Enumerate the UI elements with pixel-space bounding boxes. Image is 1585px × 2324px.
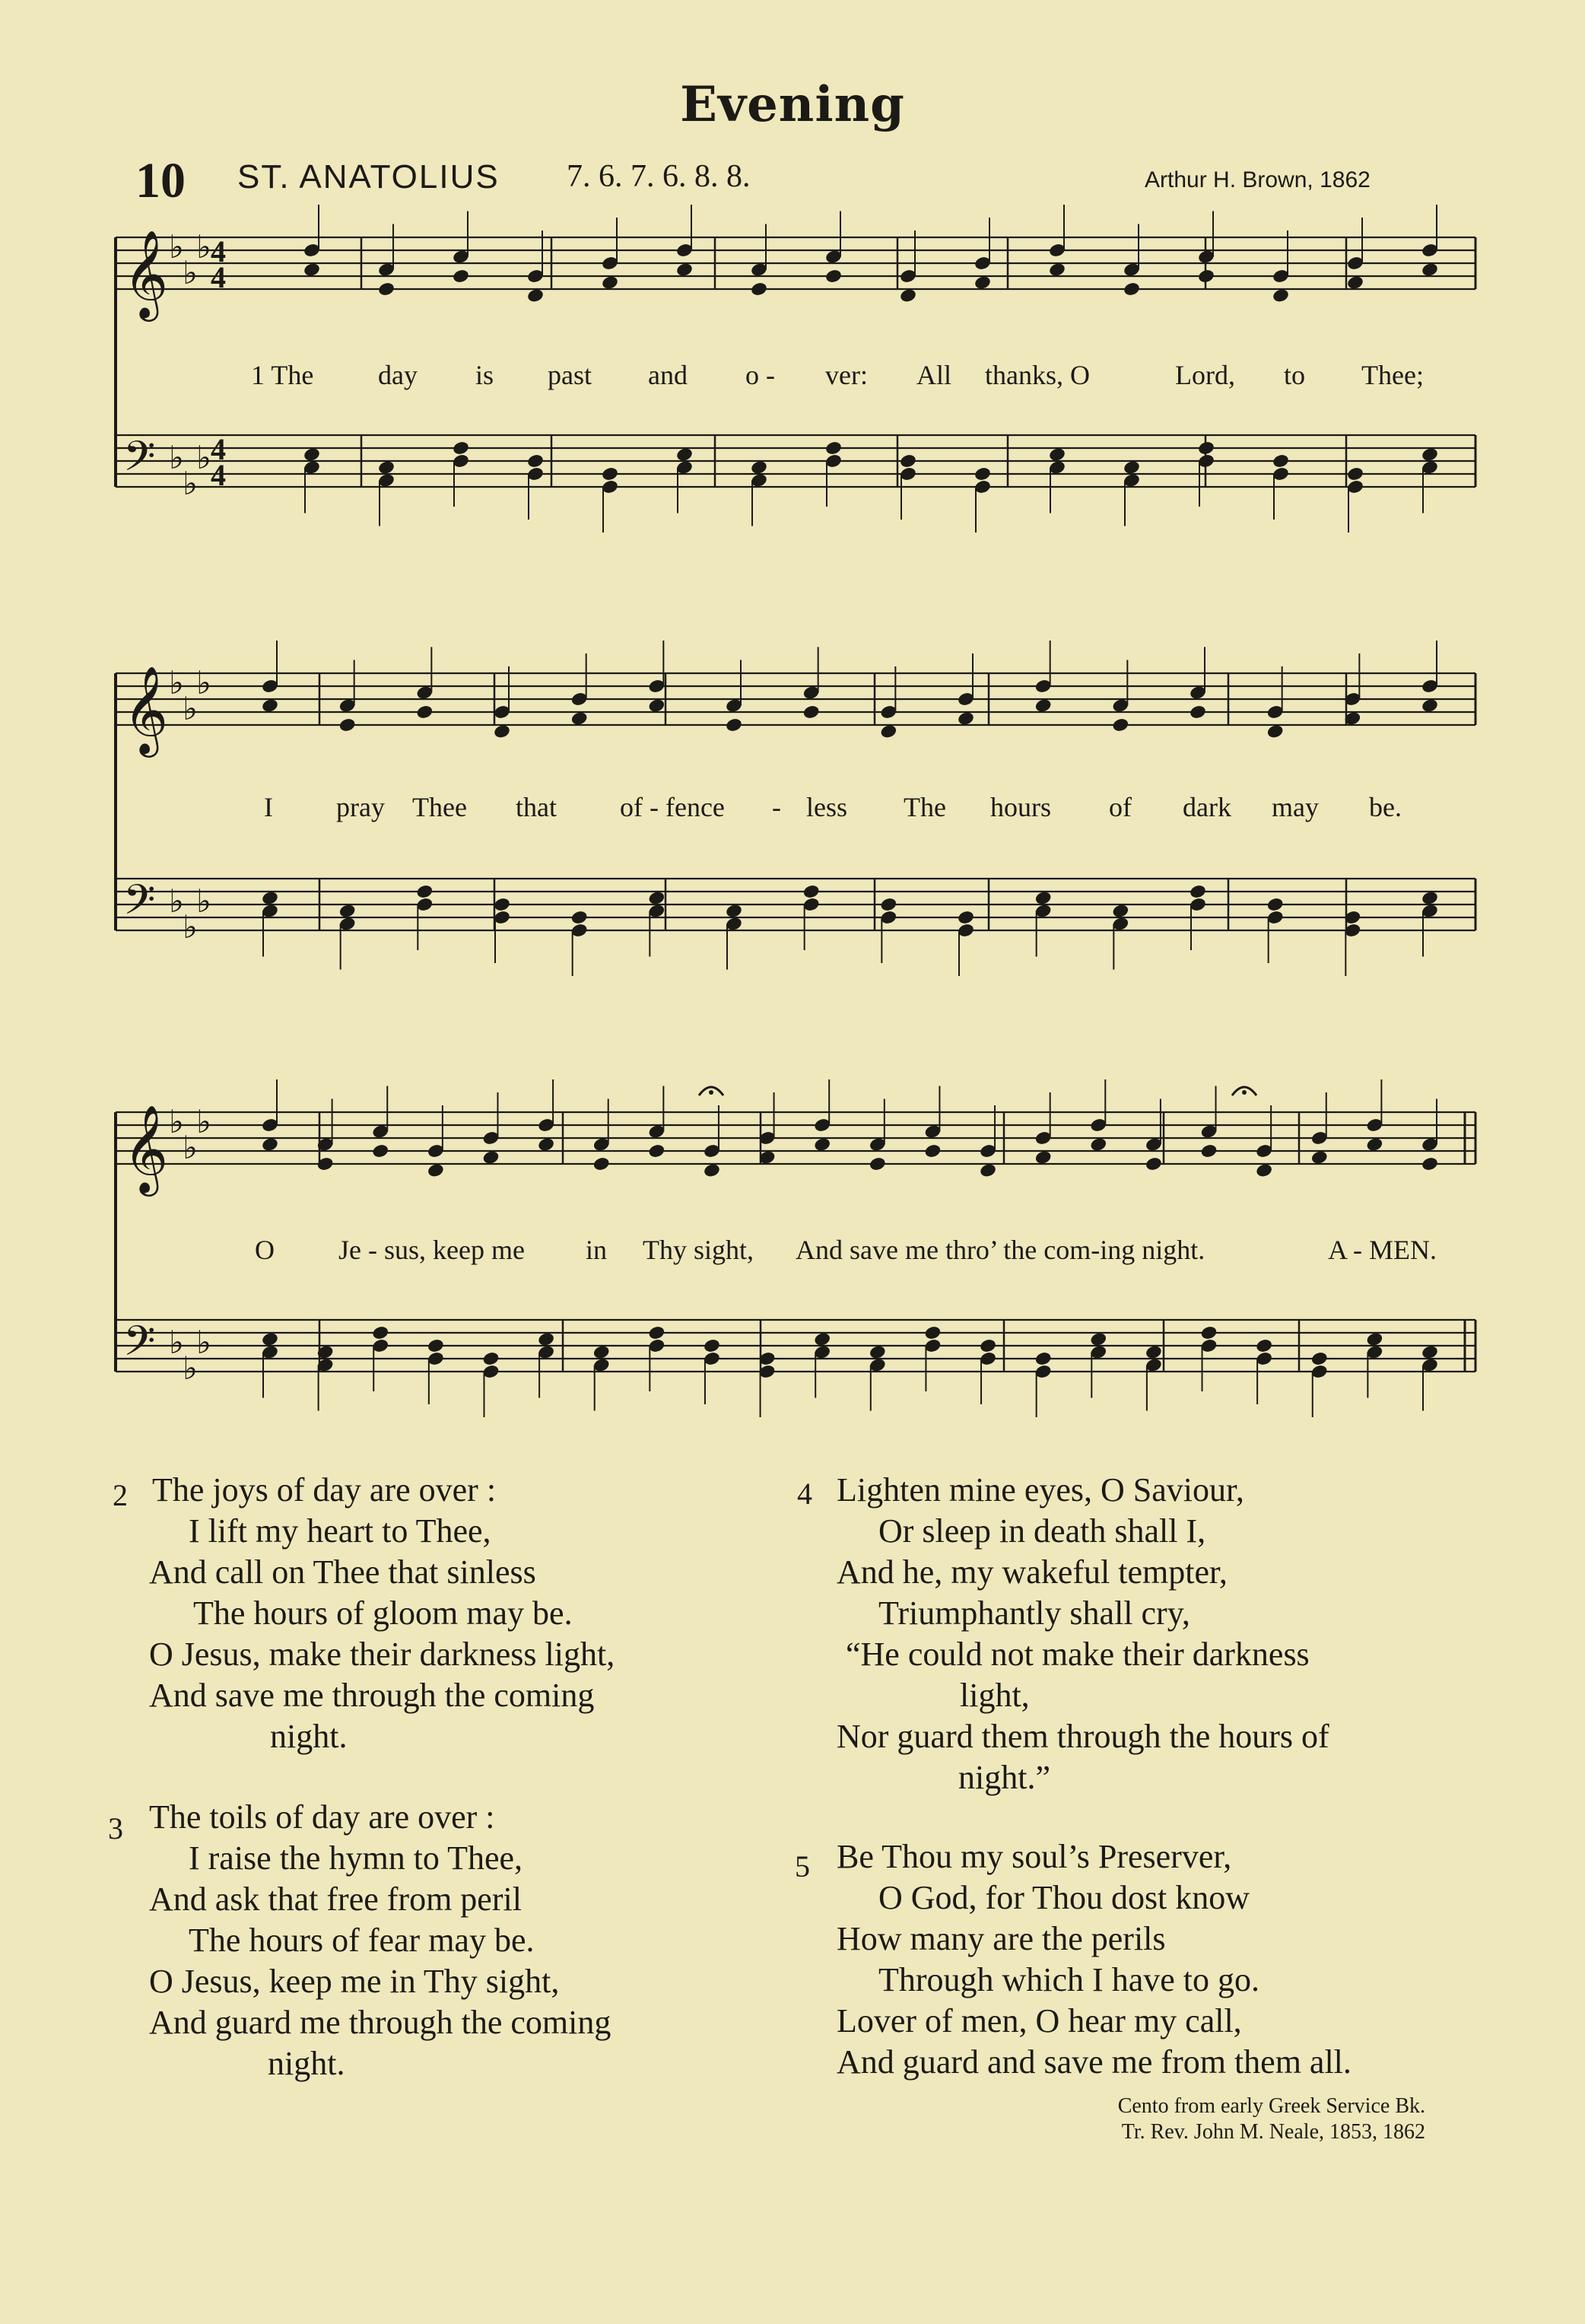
note-head [1421,698,1439,714]
verse-number: 3 [108,1811,123,1846]
note-head [261,890,279,906]
note-head [974,466,992,482]
flat-icon: ♭ [196,1103,211,1140]
note-head [1272,288,1290,304]
note-head [1310,1149,1329,1165]
note-head [1145,1156,1163,1172]
note-head [1111,717,1129,733]
lyric: to [1284,360,1306,390]
note-head [923,1325,942,1341]
note-head [1310,1351,1329,1367]
note-head [1189,704,1207,720]
bass-clef-icon: 𝄢 [123,876,156,934]
note-head [537,1331,555,1347]
note-head [601,275,619,291]
note-head [1048,447,1066,463]
verse-line: Lighten mine eyes, O Saviour, [837,1471,1244,1509]
note-head [1123,459,1141,475]
lyric: The [904,792,946,822]
note-head [869,1344,887,1360]
note-head [813,1331,831,1347]
note-head [703,1338,721,1354]
hymn-number: 10 [135,153,186,208]
note-head [537,1137,555,1152]
verse-line: Nor guard them through the hours of [837,1718,1329,1755]
note-head [1034,890,1053,906]
verse-line: And he, my wakeful tempter, [837,1553,1228,1591]
note-head [1034,698,1053,714]
note-head [824,440,843,456]
fermata-dot [709,1090,713,1095]
note-head [802,704,821,720]
note-head [979,1162,997,1178]
note-head [338,717,357,733]
verse-line: “He could not make their darkness [846,1636,1310,1673]
note-head [869,1156,887,1172]
note-head [813,1137,831,1152]
verse-line: night.” [958,1759,1050,1796]
note-head [979,1338,997,1354]
note-head [452,269,470,285]
flat-icon: ♭ [183,1129,198,1166]
lyric: Thee; [1361,360,1424,390]
flat-icon: ♭ [169,664,184,701]
lyric: of - fence [620,792,725,822]
note-head [1421,262,1439,278]
note-head [415,884,434,900]
verse-line: I raise the hymn to Thee, [189,1839,523,1877]
note-head [1346,466,1364,482]
note-head [570,910,589,926]
note-head [1255,1338,1273,1354]
note-head [1034,1351,1053,1367]
note-head [371,1325,389,1341]
lyric: hours [990,792,1051,822]
note-head [703,1162,721,1178]
note-head [879,723,897,739]
note-head [371,1143,389,1159]
flat-icon: ♭ [183,908,198,946]
verse-number: 5 [795,1849,810,1884]
flat-icon: ♭ [196,439,211,476]
note-head [824,269,843,285]
note-head [261,1331,279,1347]
flat-icon: ♭ [196,228,211,265]
verse-line: And call on Thee that sinless [149,1553,536,1591]
verse-line: Through which I have to go. [878,1961,1259,1998]
time-signature: 4 [211,260,226,294]
verse-line: O Jesus, make their darkness light, [149,1636,615,1673]
lyric: be. [1369,792,1402,822]
note-head [1034,1149,1053,1165]
verse-number: 4 [797,1477,812,1511]
note-head [647,698,665,714]
fermata-dot [1242,1090,1247,1095]
lyric: Thy sight, [643,1235,754,1265]
flat-icon: ♭ [169,1103,184,1140]
lyric: 1 The [251,360,314,390]
lyric: And save me thro’ the com-ing night. [796,1235,1205,1265]
note-head [725,717,743,733]
verse-line: I lift my heart to Thee, [189,1512,491,1550]
flat-icon: ♭ [169,1324,184,1361]
verse-line: The joys of day are over : [152,1471,497,1509]
note-head [338,903,357,919]
meter: 7. 6. 7. 6. 8. 8. [567,159,751,194]
note-head [1123,281,1141,297]
lyric: Je - sus, keep me [338,1235,525,1265]
note-head [1346,275,1364,291]
verse-line: And save me through the coming [149,1677,595,1714]
note-head [675,447,694,463]
note-head [1272,453,1290,469]
flat-icon: ♭ [183,254,198,291]
note-head [427,1162,445,1178]
lyric: that [516,792,557,822]
note-head [899,288,917,304]
verse-line: night. [270,1718,348,1755]
flat-icon: ♭ [196,664,211,701]
bass-clef-icon: 𝄢 [123,432,156,491]
note-head [1421,447,1439,463]
note-head [1200,1325,1218,1341]
note-head [526,453,545,469]
verse-line: Triumphantly shall cry, [878,1594,1190,1632]
note-head [750,459,768,475]
note-head [303,262,321,278]
lyric: in [586,1235,608,1265]
verse-line: And ask that free from peril [149,1881,522,1918]
verse-number: 2 [113,1478,128,1512]
verse-line: O God, for Thou dost know [878,1879,1250,1916]
verse-line: Be Thou my soul’s Preserver, [837,1838,1232,1875]
note-head [601,466,619,482]
note-head [482,1351,500,1367]
note-head [1111,903,1129,919]
note-head [1197,440,1215,456]
note-head [802,884,821,900]
lyric: of [1109,792,1132,822]
verse-line: light, [960,1677,1030,1714]
note-head [1266,723,1285,739]
flat-icon: ♭ [183,1350,198,1387]
note-head [899,453,917,469]
note-head [923,1143,942,1159]
bass-clef-icon: 𝄢 [123,1317,156,1375]
flat-icon: ♭ [183,465,198,502]
note-head [303,447,321,463]
note-head [957,711,975,726]
note-head [1255,1162,1273,1178]
lyric: past [548,360,592,390]
lyric: is [475,360,494,390]
lyric: may [1272,792,1319,822]
note-head [377,281,395,297]
note-head [974,275,992,291]
note-head [415,704,434,720]
verse-line: How many are the perils [837,1920,1166,1957]
note-head [1266,897,1285,913]
lyric: Lord, [1175,360,1235,390]
verse-line: The hours of fear may be. [189,1922,535,1959]
verse-line: And guard and save me from them all. [837,2043,1352,2081]
lyric: day [378,360,418,390]
lyric: o - [745,360,775,390]
lyric: dark [1183,792,1231,822]
note-head [493,723,511,739]
verse-line: The hours of gloom may be. [193,1594,573,1632]
lyric: thanks, O [985,360,1090,390]
lyric: All [916,360,952,390]
verse-line: And guard me through the coming [149,2004,611,2041]
note-head [592,1344,611,1360]
flat-icon: ♭ [169,228,184,265]
note-head [957,910,975,926]
flat-icon: ♭ [196,1324,211,1361]
lyric: pray [336,792,385,822]
time-signature: 4 [211,458,226,492]
note-head [1365,1331,1383,1347]
treble-clef-icon: 𝄞 [123,665,169,754]
lyric: I [264,792,273,822]
tune-name: ST. ANATOLIUS [237,158,500,196]
treble-clef-icon: 𝄞 [123,229,169,318]
note-head [725,903,743,919]
note-head [1048,262,1066,278]
credit-line: Tr. Rev. John M. Neale, 1853, 1862 [1121,2120,1425,2144]
flat-icon: ♭ [196,882,211,920]
note-head [879,897,897,913]
note-head [1421,1344,1439,1360]
note-head [675,262,694,278]
note-head [526,288,545,304]
note-head [647,890,665,906]
note-head [1197,269,1215,285]
lyric: ver: [825,360,868,390]
flat-icon: ♭ [169,882,184,920]
verse-line: night. [268,2045,345,2082]
note-head [1200,1143,1218,1159]
note-head [750,281,768,297]
note-head [647,1325,665,1341]
composer-credit: Arthur H. Brown, 1862 [1145,167,1371,192]
lyric: Thee [412,792,467,822]
note-head [452,440,470,456]
note-head [427,1338,445,1354]
treble-clef-icon: 𝄞 [123,1104,169,1193]
lyric: less [806,792,847,822]
verse-line: The toils of day are over : [149,1798,495,1836]
flat-icon: ♭ [169,439,184,476]
note-head [377,459,395,475]
note-head [1421,890,1439,906]
verse-line: O Jesus, keep me in Thy sight, [149,1963,560,2000]
credit-line: Cento from early Greek Service Bk. [1117,2094,1425,2118]
note-head [261,1137,279,1152]
note-head [261,698,279,714]
source-credit [1118,2094,1425,2145]
note-head [1189,884,1207,900]
note-head [1089,1137,1107,1152]
note-head [1365,1137,1383,1152]
note-head [1089,1331,1107,1347]
lyric: and [648,360,688,390]
time-signature: 4 [211,234,226,269]
note-head [1421,1156,1439,1172]
note-head [570,711,589,726]
note-head [1145,1344,1163,1360]
note-head [592,1156,611,1172]
verse-line: Or sleep in death shall I, [878,1512,1206,1550]
note-head [647,1143,665,1159]
lyric: A - MEN. [1328,1235,1437,1265]
verse-line: Lover of men, O hear my call, [837,2002,1242,2039]
page-heading: Evening [680,76,905,133]
time-signature: 4 [211,432,226,466]
note-head [493,897,511,913]
lyric: O [255,1235,275,1265]
lyric: - [772,792,781,822]
note-head [482,1149,500,1165]
flat-icon: ♭ [183,690,198,727]
